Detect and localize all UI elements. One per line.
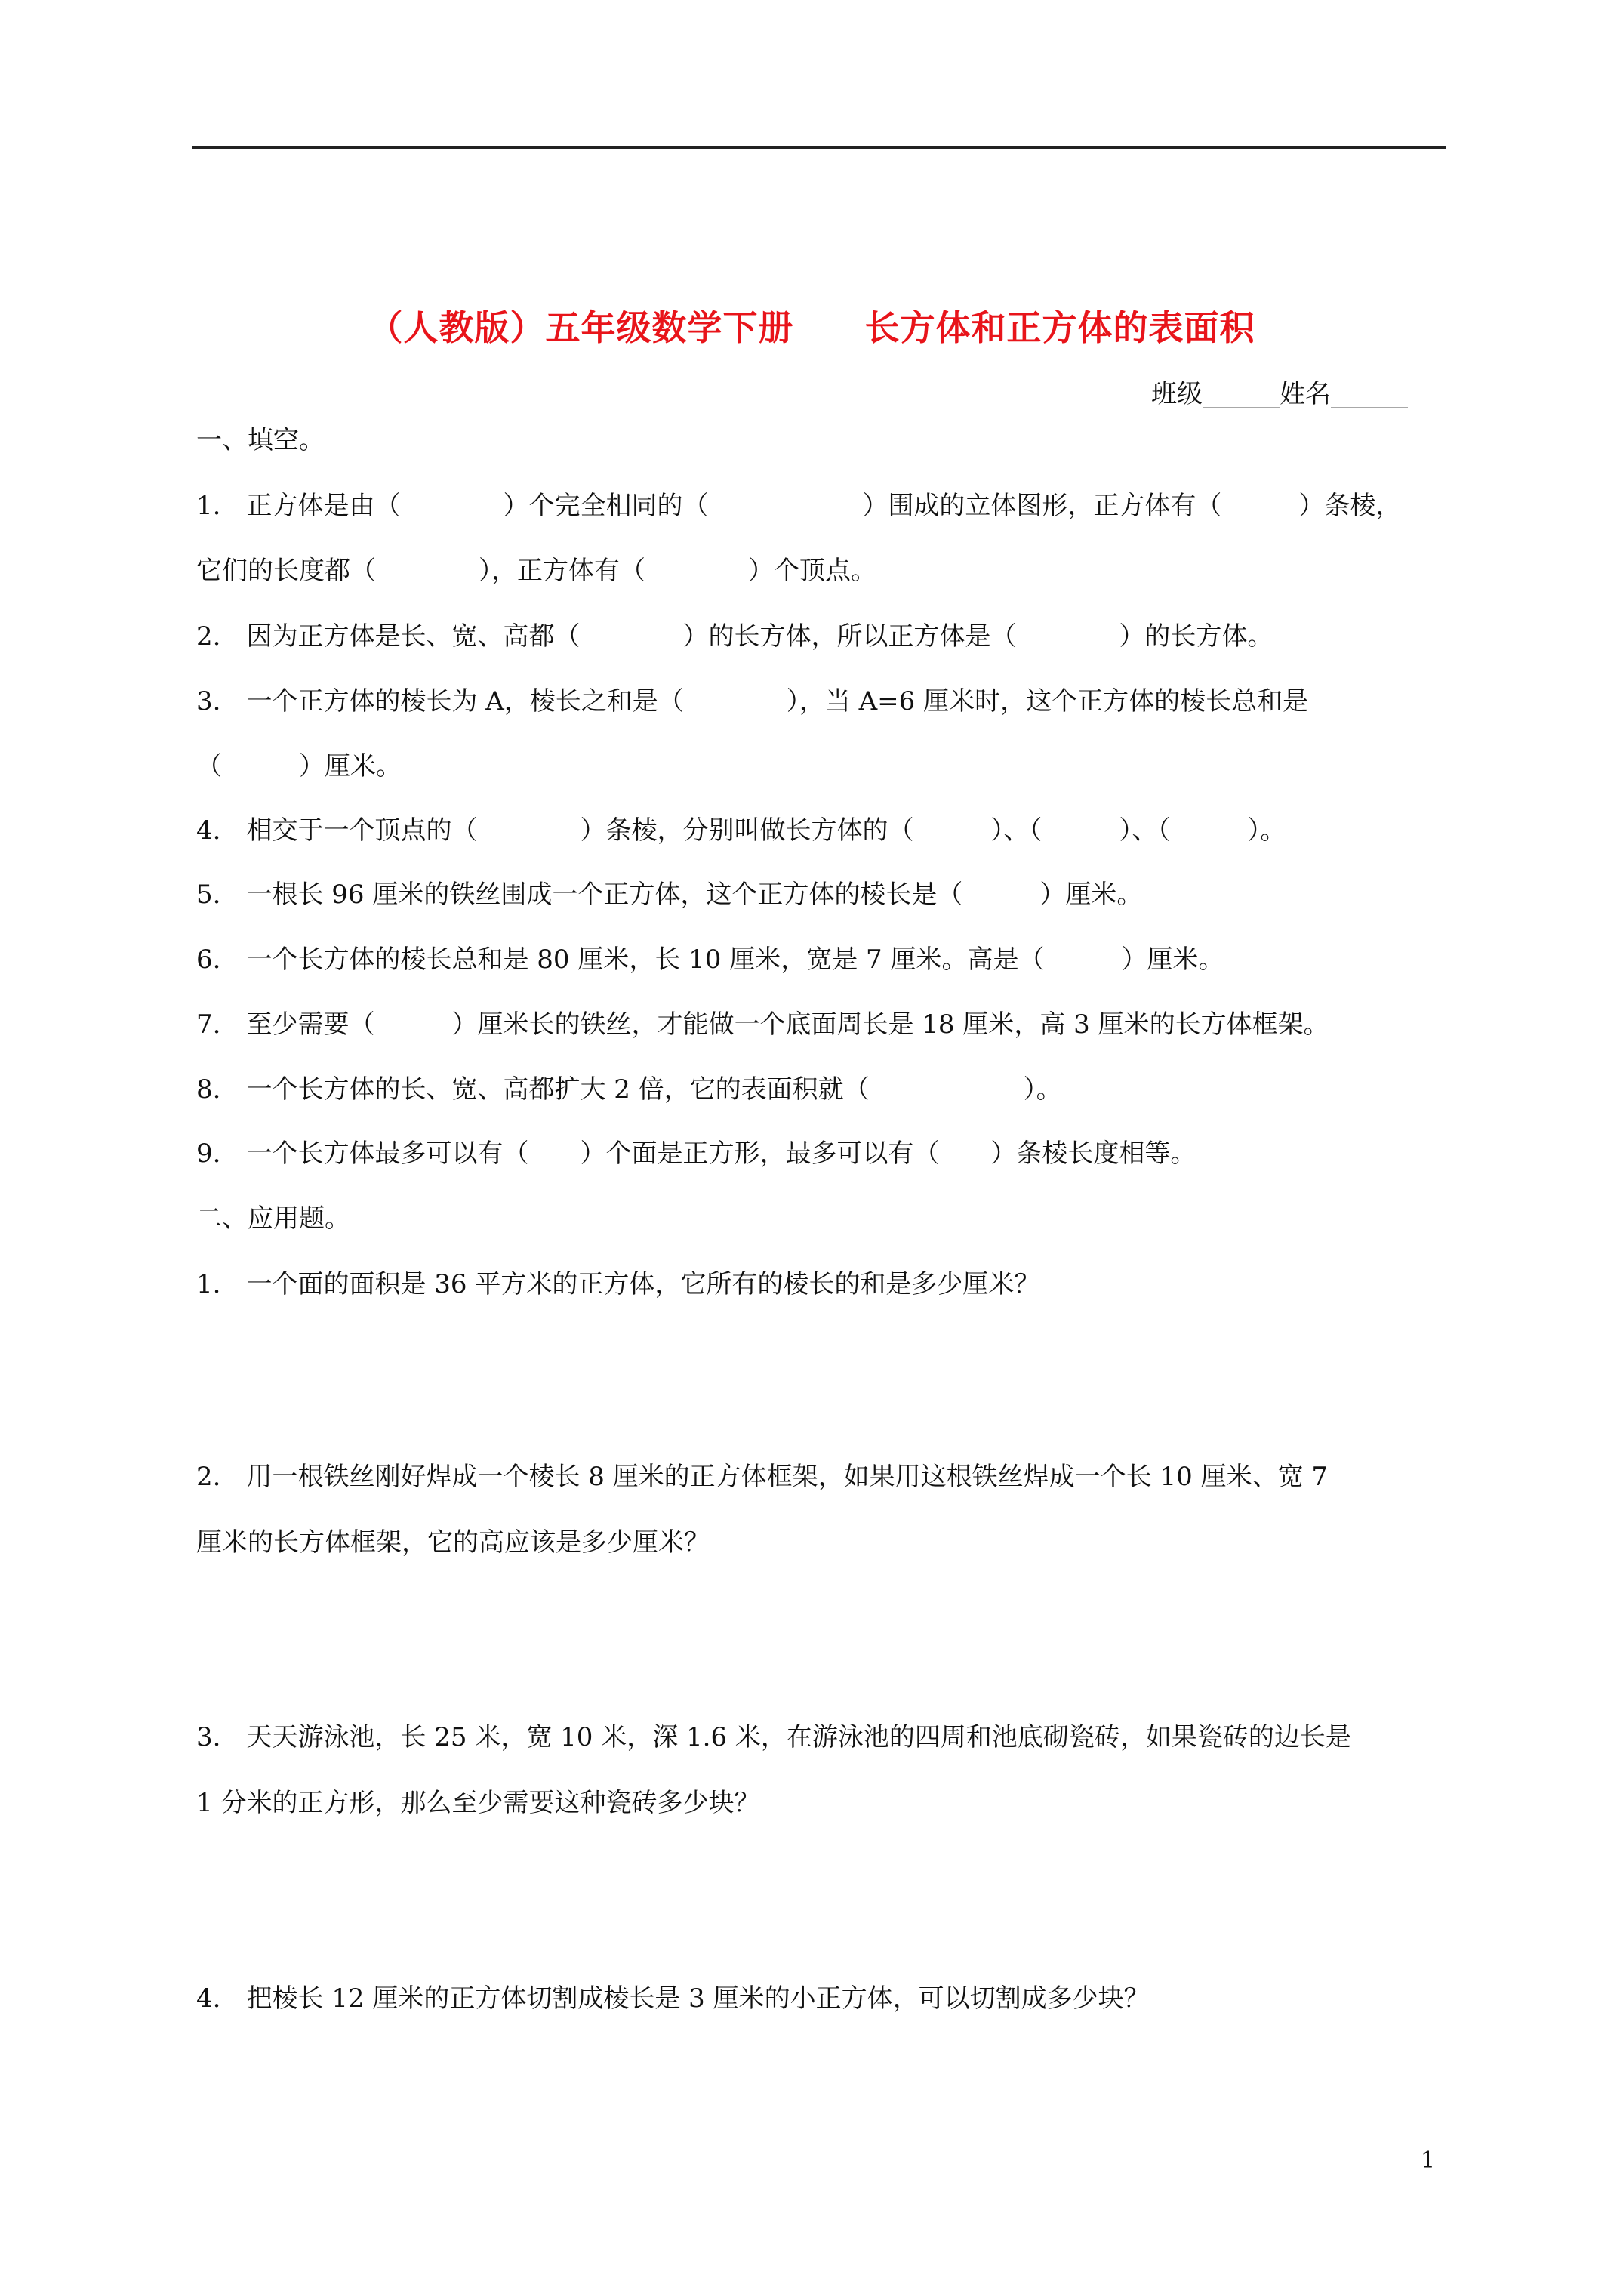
fill-question-8: 8. 一个长方体的长、宽、高都扩大 2 倍，它的表面积就（ ）。	[196, 1074, 1062, 1105]
header-rule	[192, 146, 1446, 149]
fill-question-1a: 1. 正方体是由（ ）个完全相同的（ ）围成的立体图形，正方体有（ ）条棱，	[196, 491, 1402, 521]
fill-question-2: 2. 因为正方体是长、宽、高都（ ）的长方体，所以正方体是（ ）的长方体。	[196, 621, 1273, 652]
section1-heading: 一、填空。	[196, 425, 325, 455]
fill-question-5: 5. 一根长 96 厘米的铁丝围成一个正方体，这个正方体的棱长是（ ）厘米。	[196, 880, 1143, 910]
fill-question-6: 6. 一个长方体的棱长总和是 80 厘米，长 10 厘米，宽是 7 厘米。高是（ ）厘米。	[196, 945, 1224, 975]
word-problem-3b: 1 分米的正方形，那么至少需要这种瓷砖多少块？	[196, 1788, 760, 1818]
page-title: （人教版）五年级数学下册 长方体和正方体的表面积	[368, 307, 1255, 348]
word-problem-3a: 3. 天天游泳池，长 25 米，宽 10 米，深 1.6 米，在游泳池的四周和池底砌瓷砖，如果瓷砖的边长是	[196, 1722, 1351, 1752]
word-problem-2a: 2. 用一根铁丝刚好焊成一个棱长 8 厘米的正方体框架，如果用这根铁丝焊成一个长 10 厘米、宽 7	[196, 1462, 1329, 1492]
fill-question-9: 9. 一个长方体最多可以有（ ）个面是正方形，最多可以有（ ）条棱长度相等。	[196, 1139, 1196, 1169]
fill-question-1b: 它们的长度都（ ），正方体有（ ）个顶点。	[196, 556, 876, 586]
fill-question-4: 4. 相交于一个顶点的（ ）条棱，分别叫做长方体的（ ）、（ ）、（ ）。	[196, 815, 1286, 846]
fill-question-7: 7. 至少需要（ ）厘米长的铁丝，才能做一个底面周长是 18 厘米，高 3 厘米的长方体框架。	[196, 1009, 1329, 1040]
fill-question-3b: （ ）厘米。	[196, 751, 402, 781]
class-name-field: 班级______姓名______	[1151, 379, 1408, 409]
word-problem-2b: 厘米的长方体框架，它的高应该是多少厘米？	[196, 1527, 710, 1558]
page-number: 1	[1421, 2147, 1436, 2174]
word-problem-4: 4. 把棱长 12 厘米的正方体切割成棱长是 3 厘米的小正方体，可以切割成多少块？	[196, 1983, 1150, 2014]
section2-heading: 二、应用题。	[196, 1203, 350, 1234]
word-problem-1: 1. 一个面的面积是 36 平方米的正方体，它所有的棱长的和是多少厘米？	[196, 1269, 1040, 1299]
fill-question-3a: 3. 一个正方体的棱长为 A，棱长之和是（ ），当 A=6 厘米时，这个正方体的棱长总和是	[196, 686, 1309, 717]
